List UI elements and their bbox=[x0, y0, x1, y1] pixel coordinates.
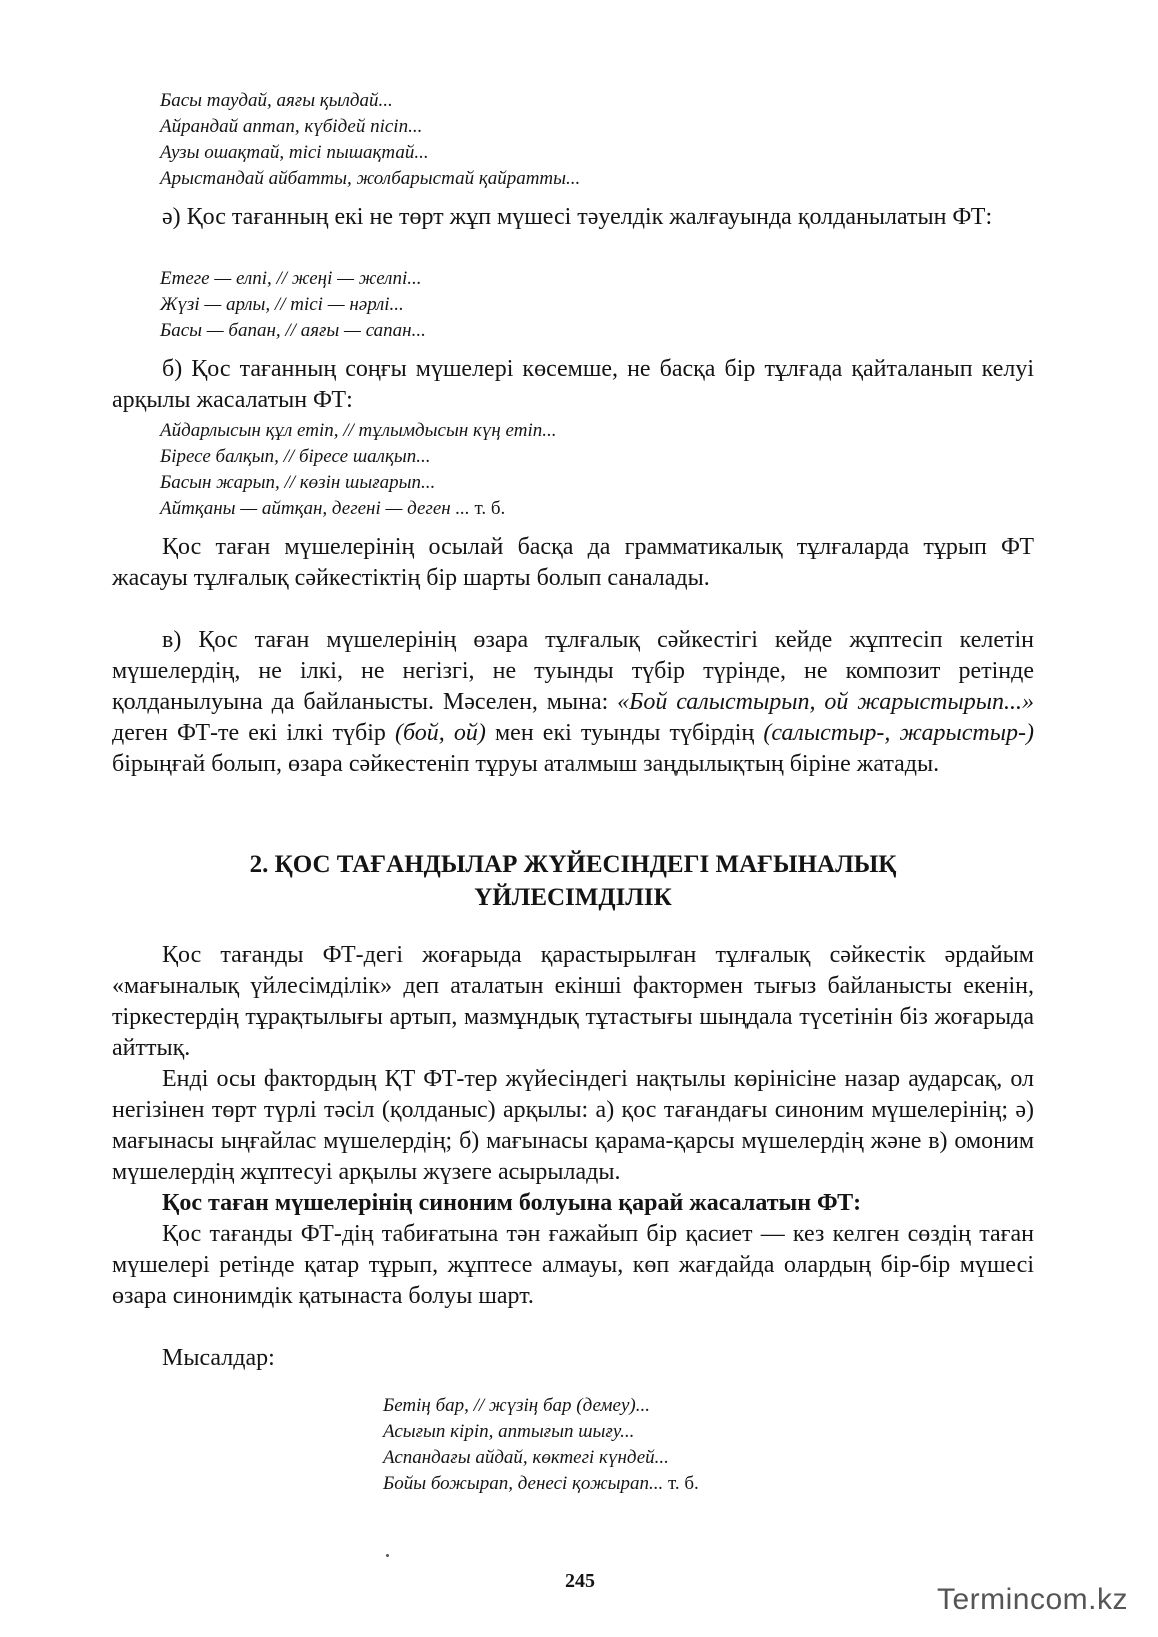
example-line: Аузы ошақтай, тісі пышақтай... bbox=[160, 142, 429, 163]
paragraph-b bbox=[112, 354, 1034, 416]
paragraph-h bbox=[112, 1343, 1034, 1374]
example-line: Арыстандай айбатты, жолбарыстай қайратты... bbox=[160, 168, 581, 189]
paragraph-a bbox=[112, 202, 1034, 233]
paragraph-c-text: Қос таған мүшелерінің осылай басқа да грамматикалық тұлғаларда тұрып ФТ жасауы тұлғалық сәйкестіктің бір шарты болып саналады. bbox=[112, 534, 1034, 591]
example-line: Біресе балқып, // біресе шалқып... bbox=[160, 446, 431, 467]
paragraph-g bbox=[112, 1219, 1034, 1312]
example-line: Айдарлысын құл етіп, // тұлымдысын күң етіп... bbox=[160, 420, 557, 441]
quoted-example: (салыстыр-, жарыстыр-) bbox=[763, 720, 1034, 746]
example-list-2 bbox=[160, 266, 1060, 344]
paragraph-v-text: в) Қос таған мүшелерінің өзара тұлғалық сәйкестігі кейде жұптесіп келетін мүшелердің, не ілкі, не негізгі, не туынды түбір түрінде, не композит ретінде қолданылуына да байланысты. Мәселен, мына: bbox=[112, 627, 1034, 715]
example-tail: т. б. bbox=[668, 1473, 699, 1494]
page-number: 245 bbox=[565, 1570, 595, 1592]
example-line: Басын жарып, // көзін шығарып... bbox=[160, 472, 436, 493]
paragraph-h-text: Мысалдар: bbox=[162, 1345, 275, 1371]
example-list-1 bbox=[160, 88, 1060, 192]
paragraph-e-text: Енді осы фактордың ҚТ ФТ-тер жүйесіндегі нақтылы көрінісіне назар аударсақ, ол негізінен төрт түрлі тәсіл (қолданыс) арқылы: а) қос тағандағы синоним мүшелерінің; ә) мағынасы ыңғайлас мүшелердің; б) мағынасы қарама-қарсы мүшелердің және в) омоним мүшелердің жұптесуі арқылы жүзеге асырылады. bbox=[112, 1066, 1034, 1185]
example-tail: т. б. bbox=[474, 498, 506, 519]
heading-line: 2. ҚОС ТАҒАНДЫЛАР ЖҮЙЕСІНДЕГІ МАҒЫНАЛЫҚ bbox=[249, 851, 897, 878]
paragraph-v-text: бірыңғай болып, өзара сәйкестеніп тұруы аталмыш заңдылықтың біріне жатады. bbox=[112, 751, 940, 777]
example-line: Жүзі — арлы, // тісі — нәрлі... bbox=[160, 294, 404, 315]
paragraph-a-text: ә) Қос тағанның екі не төрт жұп мүшесі тәуелдік жалғауында қолданылатын ФТ: bbox=[162, 204, 993, 230]
paragraph-d-text: Қос тағанды ФТ-дегі жоғарыда қарастырылған тұлғалық сәйкестік әрдайым «мағыналық үйлесімділік» деп аталатын екінші фактормен тығыз байланысты екенін, тіркестердің тұрақтылығы артып, мазмұндық тұтастығы шыңдала түсетінін біз жоғарыда айттық. bbox=[112, 942, 1034, 1061]
quoted-example: (бой, ой) bbox=[394, 720, 486, 746]
paragraph-v-text: деген ФТ-те екі ілкі түбір bbox=[112, 720, 395, 746]
paragraph-e bbox=[112, 1064, 1034, 1188]
example-line: Етеге — елпі, // жеңі — желпі... bbox=[160, 268, 422, 289]
paragraph-v bbox=[112, 625, 1034, 780]
example-list-4 bbox=[383, 1393, 1083, 1497]
example-text: Айтқаны — айтқан, дегені — деген ... bbox=[160, 498, 470, 519]
bold-subheading: Қос таған мүшелерінің синоним болуына қарай жасалатын ФТ: bbox=[162, 1190, 862, 1216]
example-line: Басы таудай, аяғы қылдай... bbox=[160, 90, 393, 111]
paragraph-f bbox=[112, 1188, 1034, 1219]
example-list-3 bbox=[160, 418, 1060, 522]
example-line: Айрандай аптап, күбідей пісіп... bbox=[160, 116, 423, 137]
watermark-logo: Termincom.kz bbox=[936, 1583, 1128, 1616]
paragraph-g-text: Қос тағанды ФТ-дің табиғатына тән ғажайып бір қасиет — кез келген сөздің таған мүшелері ретінде қатар тұрып, жұптесе алмауы, көп жағдайда олардың бір-бір мүшесі өзара синонимдік қатынаста болуы шарт. bbox=[112, 1221, 1034, 1309]
paragraph-c bbox=[112, 532, 1034, 594]
example-text: Бойы божырап, денесі қожырап... bbox=[383, 1473, 664, 1494]
paragraph-b-text: б) Қос тағанның соңғы мүшелері көсемше, не басқа бір тұлғада қайталанып келуі арқылы жасалатын ФТ: bbox=[112, 356, 1034, 413]
example-line: Бетің бар, // жүзің бар (демеу)... bbox=[383, 1395, 650, 1416]
example-line bbox=[383, 1471, 1083, 1497]
heading-line: ҮЙЛЕСІМДІЛІК bbox=[474, 884, 672, 911]
paragraph-v-text: мен екі туынды түбірдің bbox=[485, 720, 764, 746]
print-speck bbox=[386, 1554, 389, 1557]
example-line: Басы — бапан, // аяғы — сапан... bbox=[160, 320, 426, 341]
quoted-example: «Бой салыстырып, ой жарыстырып...» bbox=[617, 689, 1034, 715]
example-line bbox=[160, 496, 1060, 522]
paragraph-d bbox=[112, 940, 1034, 1064]
example-line: Аспандағы айдай, көктегі күндей... bbox=[383, 1447, 669, 1468]
section-heading bbox=[112, 848, 1034, 914]
example-line: Асығып кіріп, аптығып шығу... bbox=[383, 1421, 635, 1442]
